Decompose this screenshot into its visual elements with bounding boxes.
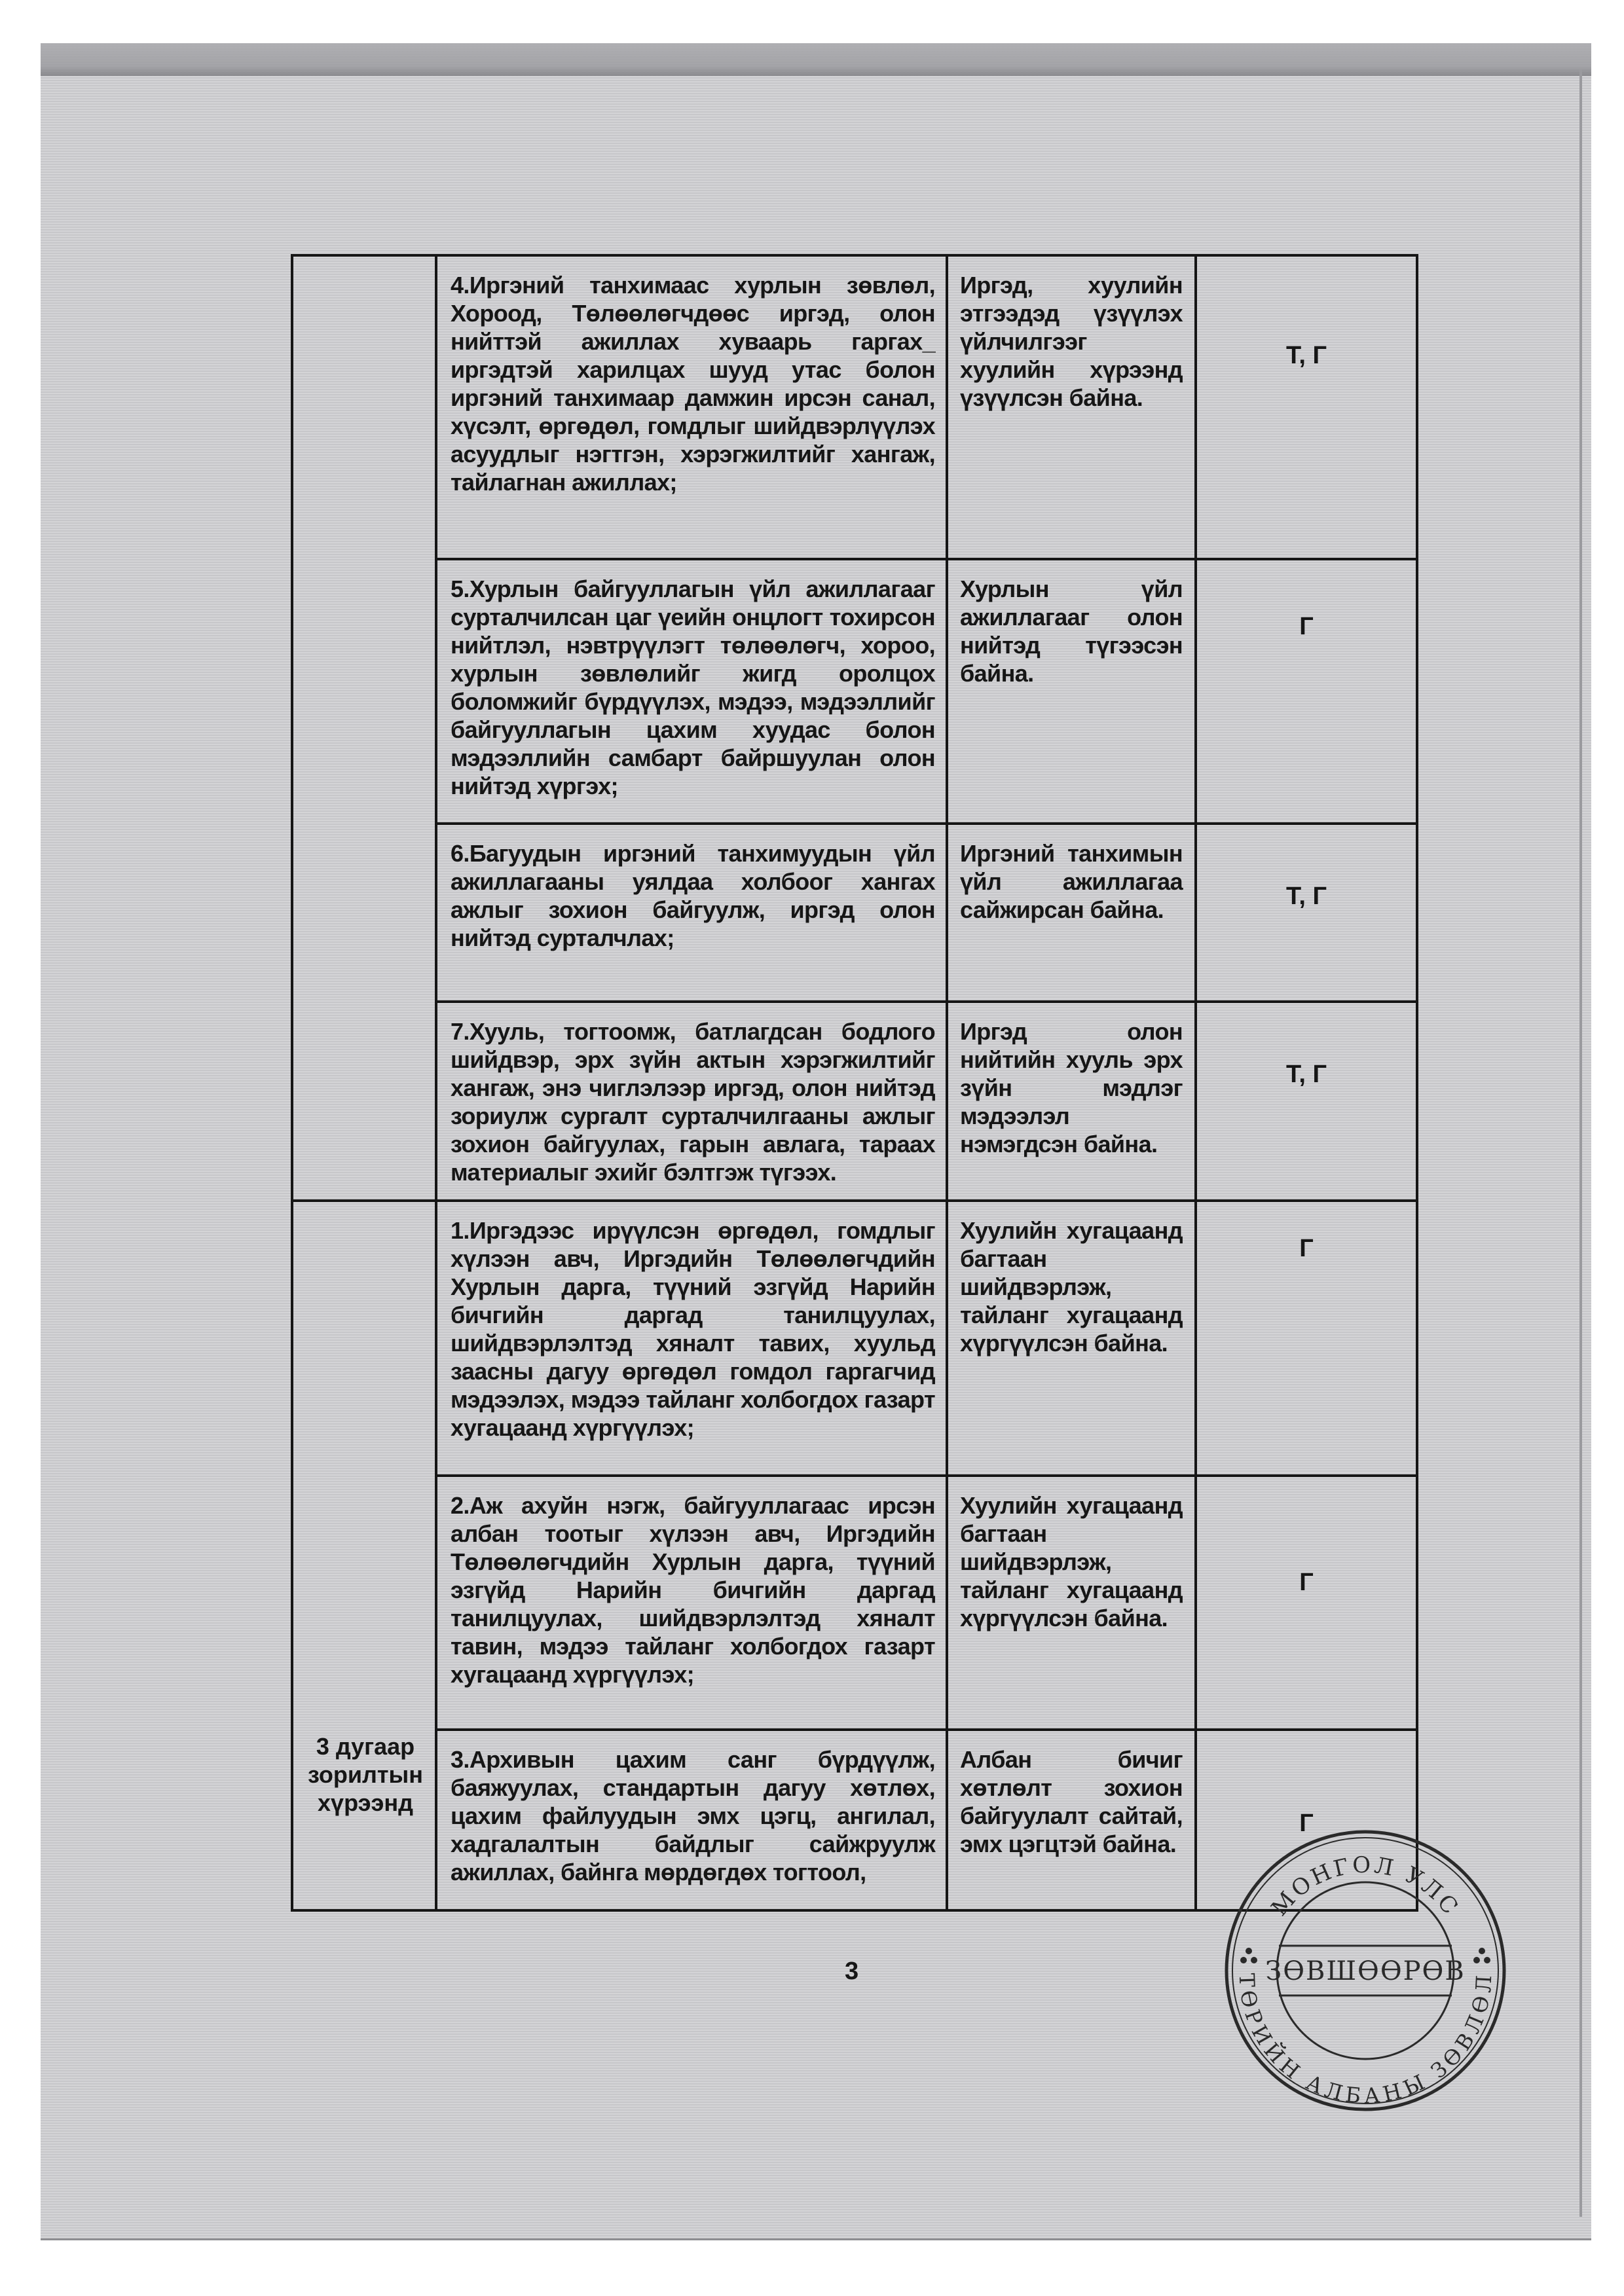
- result-cell: [947, 559, 1196, 824]
- action-plan-table: [291, 254, 1418, 1912]
- goal-label: [293, 1732, 437, 1817]
- result-cell: [947, 1002, 1196, 1201]
- task-cell: [436, 255, 947, 559]
- table-row: [292, 1201, 1417, 1476]
- responsibility-code: Т, Г: [1285, 342, 1327, 369]
- stamp-center-text: ЗӨВШӨӨРӨВ: [1265, 1956, 1466, 1986]
- result-cell: [947, 824, 1196, 1002]
- task-text: 1.Иргэдээс ирүүлсэн өргөдөл, гомдлыг хүлээн авч, Иргэдийн Төлөөлөгчдийн Хурлын дарга, түүний эзгүйд Нарийн бичгийн даргад танилцуулах, шийдвэрлэлтэд хяналт тавих, хуульд заасны дагуу өргөдөл гомдол гаргагчид мэдээлэх, мэдээ тайланг холбогдох газарт хугацаанд хүргүүлэх;: [451, 1217, 935, 1441]
- result-text: Иргэний танхимын үйл ажиллагаа сайжирсан байна.: [960, 840, 1183, 923]
- result-text: Иргэд, хуулийн этгээдэд үзүүлэх үйлчилгээг хуулийн хүрээнд үзүүлсэн байна.: [960, 272, 1183, 411]
- task-cell: [436, 559, 947, 824]
- code-cell: [1196, 255, 1417, 559]
- stamp-bottom-text: [1234, 1973, 1497, 2108]
- table-row: [292, 824, 1417, 1002]
- result-text: Хуулийн хугацаанд багтаан шийдвэрлэж, тайланг хугацаанд хүргүүлсэн байна.: [960, 1492, 1183, 1631]
- responsibility-code: Г: [1299, 1235, 1314, 1262]
- task-cell: [436, 824, 947, 1002]
- scanner-shadow-band: [41, 43, 1591, 76]
- task-cell: [436, 1730, 947, 1910]
- code-cell: [1196, 824, 1417, 1002]
- task-text: 2.Аж ахуйн нэгж, байгууллагаас ирсэн албан тоотыг хүлээн авч, Иргэдийн Төлөөлөгчдийн Хурлын дарга, түүний эзгүйд Нарийн бичгийн даргад танилцуулах, шийдвэрлэлтэд хяналт тавин, мэдээ тайланг холбогдох газарт хугацаанд хүргүүлэх;: [451, 1492, 935, 1688]
- responsibility-code: Г: [1299, 613, 1314, 640]
- page-edge-right: [1579, 69, 1582, 2217]
- stamp-bottom-textpath: ТӨРИЙН АЛБАНЫ ЗӨВЛӨЛ: [1234, 1973, 1497, 2109]
- result-cell: [947, 1201, 1196, 1476]
- task-text: 5.Хурлын байгууллагын үйл ажиллагааг сурталчилсан цаг үеийн онцлогт тохирсон нийтлэл, нэвтрүүлэгт төлөөлөгч, хороо, хурлын зөвлөлийг жигд оролцох боломжийг бүрдүүлэх, мэдээ, мэдээллийг байгууллагын цахим хуудас болон мэдээллийн самбарт байршуулан олон нийтэд хүргэх;: [451, 575, 935, 799]
- task-text: 6.Багуудын иргэний танхимуудын үйл ажиллагааны уялдаа холбоог хангах ажлыг зохион байгуулж, иргэд олон нийтэд сурталчлах;: [451, 840, 935, 951]
- result-text: Хурлын үйл ажиллагааг олон нийтэд түгээсэн байна.: [960, 575, 1183, 687]
- code-cell: [1196, 1201, 1417, 1476]
- goal-label-line: хүрээнд: [318, 1789, 413, 1816]
- responsibility-code: Г: [1299, 1810, 1314, 1837]
- code-cell: [1196, 1002, 1417, 1201]
- result-text: Албан бичиг хөтлөлт зохион байгуулалт сайтай, эмх цэгцтэй байна.: [960, 1746, 1183, 1857]
- goal-cell: [292, 1201, 436, 1910]
- responsibility-code: Г: [1299, 1569, 1314, 1596]
- result-text: Хуулийн хугацаанд багтаан шийдвэрлэж, тайланг хугацаанд хүргүүлсэн байна.: [960, 1217, 1183, 1357]
- task-text: 4.Иргэний танхимаас хурлын зөвлөл, Хороод, Төлөөлөгчдөөс иргэд, олон нийттэй ажиллах хуваарь гаргах_ иргэдтэй харилцах шууд утас болон иргэний танхимаар дамжин ирсэн санал, хүсэлт, өргөдөл, гомдлыг шийдвэрлүүлэх асуудлыг нэгтгэн, хэрэгжилтийг хангаж, тайлагнан ажиллах;: [451, 272, 935, 496]
- task-cell: [436, 1476, 947, 1730]
- table-row: [292, 559, 1417, 824]
- goal-cell-empty: [292, 255, 436, 1201]
- result-cell: [947, 1476, 1196, 1730]
- page-number: 3: [845, 1958, 859, 1985]
- task-text: 3.Архивын цахим санг бүрдүүлж, баяжуулах, стандартын дагуу хөтлөх, цахим файлуудын эмх цэгц, ангилал, хадгалалтын байдлыг сайжруулж ажиллах, байнга мөрдөгдөх тогтоол,: [451, 1746, 935, 1886]
- goal-label-line: 3 дугаар: [316, 1733, 415, 1760]
- task-cell: [436, 1201, 947, 1476]
- page-edge-bottom: [41, 2238, 1591, 2240]
- result-cell: [947, 1730, 1196, 1910]
- responsibility-code: Т, Г: [1285, 883, 1327, 910]
- result-text: Иргэд олон нийтийн хууль эрх зүйн мэдлэг мэдээлэл нэмэгдсэн байна.: [960, 1018, 1183, 1157]
- result-cell: [947, 255, 1196, 559]
- goal-label-line: зорилтын: [307, 1761, 424, 1788]
- table-row: [292, 255, 1417, 559]
- responsibility-code: Т, Г: [1285, 1061, 1327, 1088]
- task-cell: [436, 1002, 947, 1201]
- table-row: [292, 1002, 1417, 1201]
- approval-stamp: [1215, 1820, 1516, 2121]
- stamp-top-text: [1266, 1852, 1465, 1922]
- task-text: 7.Хууль, тогтоомж, батлагдсан бодлого шийдвэр, эрх зүйн актын хэрэгжилтийг хангаж, энэ чиглэлээр иргэд, олон нийтэд зориулж сургалт сурталчилгааны ажлыг зохион байгуулах, гарын авлага, тараах материалыг эхийг бэлтгэж түгээх.: [451, 1018, 935, 1186]
- table-row: [292, 1476, 1417, 1730]
- code-cell: [1196, 559, 1417, 824]
- code-cell: [1196, 1476, 1417, 1730]
- stamp-top-textpath: МОНГОЛ УЛС: [1266, 1851, 1465, 1922]
